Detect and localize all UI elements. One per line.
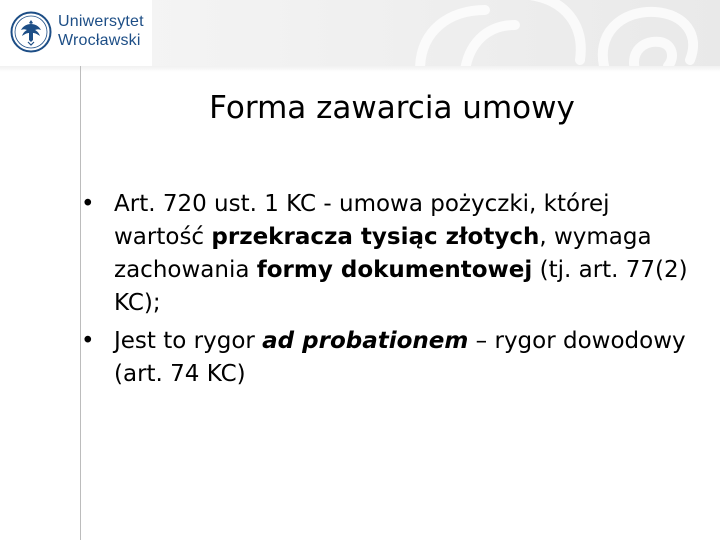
logo-line-1: Uniwersytet (58, 13, 144, 30)
header-shadow (0, 66, 720, 72)
eagle-emblem-icon (10, 11, 52, 53)
bullet-1-text-1: Art. 720 ust. 1 KC - umowa pożyczki, której wartość (114, 191, 610, 250)
bullet-1-bold-2: formy dokumentowej (256, 257, 533, 283)
bullet-2-text-2: – rygor dowodowy (art. 74 KC) (114, 328, 686, 387)
bullet-icon: • (81, 191, 95, 217)
university-logo (0, 0, 152, 66)
header-decoration (390, 0, 720, 66)
bullet-2-bold-italic: ad probationem (262, 328, 469, 354)
logo-line-2: Wrocławski (58, 32, 141, 49)
bullet-1-bold-1: przekracza tysiąc złotych (211, 224, 540, 250)
bullet-1-text-2: , wymaga zachowania (114, 224, 652, 283)
bullet-list (78, 188, 688, 396)
header-band (0, 0, 720, 66)
bullet-item-2 (78, 325, 688, 391)
slide-title: Forma zawarcia umowy (209, 90, 575, 126)
bullet-item-1 (78, 188, 688, 320)
bullet-2-text-1: Jest to rygor (114, 328, 263, 354)
bullet-icon: • (81, 328, 95, 354)
bullet-1-text-3: (tj. art. 77(2) KC); (114, 257, 688, 316)
university-name (58, 12, 144, 50)
